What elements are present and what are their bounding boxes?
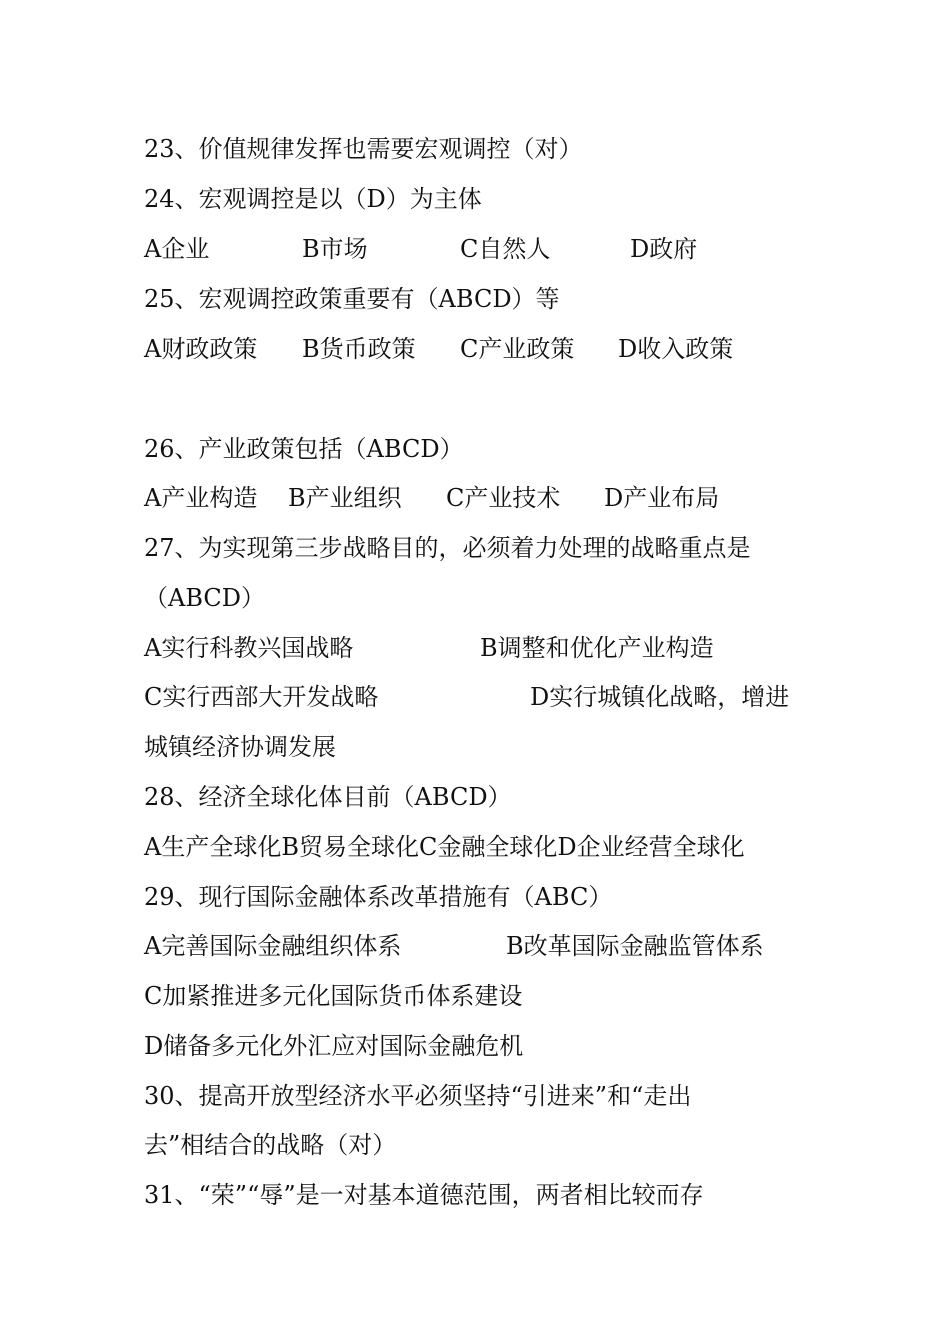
q29-option-a: A完善国际金融组织体系: [144, 932, 402, 960]
q26-option-c: C产业技术: [446, 484, 561, 512]
q26-options: [144, 478, 824, 518]
q29-question: 29、现行国际金融体系改革措施有（ABC）: [144, 883, 613, 911]
q29-option-c: C加紧推进多元化国际货币体系建设: [144, 982, 523, 1010]
q27-question: 27、为实现第三步战略目的，必须着力处理的战略重点是: [144, 534, 751, 562]
q24-question: 24、宏观调控是以（D）为主体: [144, 185, 482, 213]
q30-question: 30、提高开放型经济水平必须坚持“引进来”和“走出: [144, 1082, 692, 1110]
q27-option-b: B调整和优化产业构造: [480, 634, 714, 662]
q28-options: A生产全球化B贸易全球化C金融全球化D企业经营全球化: [144, 833, 745, 861]
q29-option-b: B改革国际金融监管体系: [506, 932, 764, 960]
q24-option-d: D政府: [630, 235, 698, 263]
q24-option-b: B市场: [302, 235, 368, 263]
q29-option-d: D储备多元化外汇应对国际金融危机: [144, 1032, 524, 1060]
q27-options-ab: [144, 628, 824, 668]
q28-question: 28、经济全球化体目前（ABCD）: [144, 783, 512, 811]
q27-option-a: A实行科教兴国战略: [144, 634, 354, 662]
q27-answer: （ABCD）: [144, 584, 266, 612]
q24-options: [144, 229, 824, 269]
q26-option-d: D产业布局: [604, 484, 720, 512]
q24-option-c: C自然人: [460, 235, 551, 263]
q29-options-ab: [144, 926, 824, 966]
q25-question: 25、宏观调控政策重要有（ABCD）等: [144, 285, 560, 313]
q27-options-cd: [144, 677, 824, 717]
q25-options: [144, 329, 824, 369]
q25-option-d: D收入政策: [618, 335, 734, 363]
q27-option-d: D实行城镇化战略，增进: [530, 683, 790, 711]
q26-question: 26、产业政策包括（ABCD）: [144, 435, 464, 463]
q25-option-a: A财政政策: [144, 335, 258, 363]
q26-option-a: A产业构造: [144, 484, 258, 512]
q24-option-a: A企业: [144, 235, 210, 263]
q26-option-b: B产业组织: [288, 484, 402, 512]
q25-option-b: B货币政策: [302, 335, 416, 363]
q23-text: 23、价值规律发挥也需要宏观调控（对）: [144, 135, 583, 163]
q30-question-continued: 去”相结合的战略（对）: [144, 1131, 397, 1159]
q27-option-d-continued: 城镇经济协调发展: [144, 733, 336, 761]
q31-question: 31、“荣”“辱”是一对基本道德范围，两者相比较而存: [144, 1181, 704, 1209]
q27-option-c: C实行西部大开发战略: [144, 683, 379, 711]
q25-option-c: C产业政策: [460, 335, 575, 363]
